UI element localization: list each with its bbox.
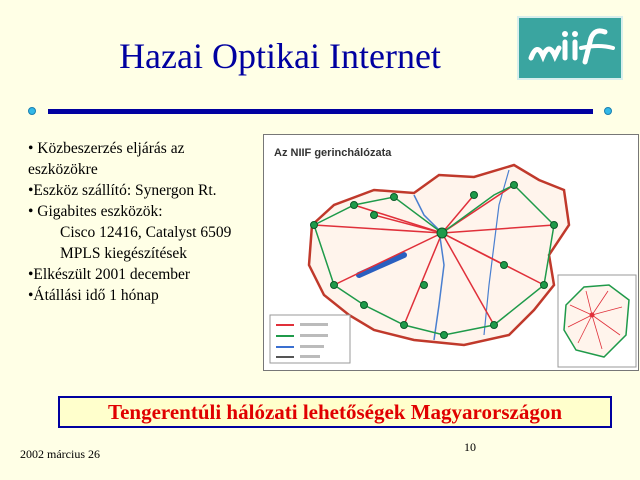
bullet-line: Cisco 12416, Catalyst 6509 bbox=[60, 224, 232, 241]
bullet-line: •Átállási idő 1 hónap bbox=[28, 287, 159, 304]
map-legend bbox=[270, 315, 350, 363]
rule-dot-left bbox=[28, 107, 36, 115]
bullet-list bbox=[28, 138, 268, 306]
bullet-line: MPLS kiegészítések bbox=[60, 245, 187, 262]
niif-logo bbox=[517, 16, 623, 80]
title-rule bbox=[48, 109, 593, 114]
network-map bbox=[263, 134, 639, 371]
page-number: 10 bbox=[464, 440, 476, 454]
rule-dot-right bbox=[604, 107, 612, 115]
map-title: Az NIIF gerinchálózata bbox=[274, 147, 392, 159]
slide-date: 2002 március 26 bbox=[20, 447, 100, 461]
bullet-line: •Elkészült 2001 december bbox=[28, 266, 191, 283]
slide-title: Hazai Optikai Internet bbox=[119, 36, 441, 76]
niif-logo-icon bbox=[519, 18, 621, 78]
bullet-line: • Közbeszerzés eljárás az bbox=[28, 140, 185, 157]
hungary-map-drawing bbox=[264, 135, 638, 370]
inset-map bbox=[558, 275, 636, 367]
bullet-line: eszközökre bbox=[28, 161, 98, 178]
banner-headline: Tengerentúli hálózati lehetőségek Magyarországon bbox=[58, 396, 612, 428]
bullet-line: • Gigabites eszközök: bbox=[28, 203, 163, 220]
bullet-line: •Eszköz szállító: Synergon Rt. bbox=[28, 182, 217, 199]
